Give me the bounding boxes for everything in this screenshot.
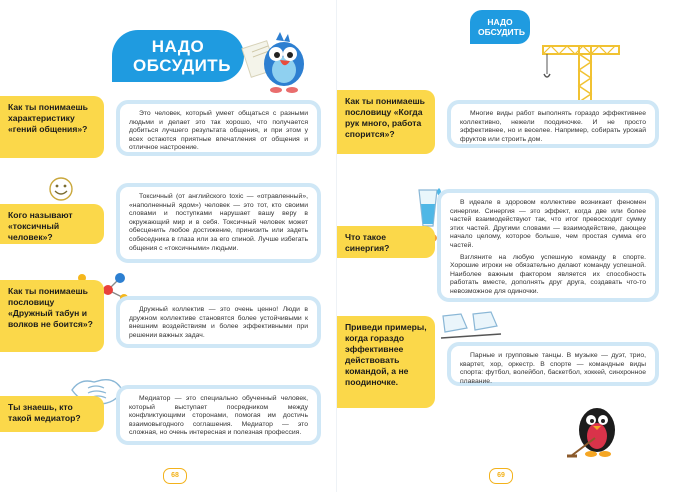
answer-box — [447, 342, 659, 386]
question-text: Как ты понимаешь характеристику «гений общения»? — [8, 102, 88, 134]
page-title-banner — [470, 10, 530, 44]
ice-skates-icon — [437, 306, 507, 346]
answer-text: Парные и групповые танцы. В музыке — дуэт, трио, квартет, хор, оркестр. В спорте — командные виды спорта: футбол, волейбол, баскетбол, хоккей, синхронное плавание. — [460, 352, 646, 385]
question-tab — [0, 96, 104, 158]
answer-box — [437, 189, 659, 302]
page-number — [163, 468, 187, 484]
page-number-text: 68 — [171, 472, 179, 479]
smiley-icon — [48, 176, 74, 202]
answer-text: В идеале в здоровом коллективе возникает феномен синергии. Синергия — это эффект, когда две или более частей взаимодействуют так, что итог превосходит сумму этих частей. Другими словами — взаимодействие, дающее начало целому, которое больше, чем простая сумма его частей. — [450, 199, 646, 249]
answer-text: Медиатор — это специально обученный человек, который выступает посредником между конфликтующими сторонами, помогая им достичь взаимовыгодного соглашения. Медиатор — это сложная, но очень интересная и полезная профессия. — [129, 395, 308, 437]
answer-box — [447, 100, 659, 148]
question-text: Ты знаешь, кто такой медиатор? — [8, 402, 81, 423]
question-text: Что такое синергия? — [345, 232, 390, 253]
question-tab — [337, 226, 435, 258]
penguin-hockey-illustration — [565, 394, 629, 464]
answer-text: Взгляните на любую успешную команду в спорте. Хорошие игроки не обязательно делают команду успешной. Наиболее важным фактором является их способность работать вместе, дополнять друг друга, создавать что-то невозможное для одиночки. — [450, 253, 646, 295]
question-text: Приведи примеры, когда гораздо эффективнее действовать командой, а не поодиночке. — [345, 322, 427, 387]
right-page — [337, 0, 674, 492]
page-number — [489, 468, 513, 484]
answer-box — [116, 183, 321, 263]
question-tab — [0, 204, 104, 244]
question-text: Как ты понимаешь пословицу «Дружный табун и волков не боится»? — [8, 286, 93, 329]
banner-title: НАДО ОБСУДИТЬ — [478, 17, 525, 37]
answer-text: Токсичный (от английского toxic — «отравленный», «наполненный ядом») человек — это тот, кто своими словами и поступками нарушает вашу веру в окружающий мир и в себя. Токсичный человек может обесценить любое достижение, принизить или задеть собеседника в глаза или за его спиной. Лучше избегать общения с «токсичными» людьми. — [129, 193, 308, 252]
question-text: Как ты понимаешь пословицу «Когда рук много, работа спорится»? — [345, 96, 425, 139]
parrot-mascot-illustration — [240, 30, 312, 100]
page-title-banner — [112, 30, 244, 82]
answer-text: Дружный коллектив — это очень ценно! Люди в дружном коллективе становятся более устойчивыми к внешним воздействиям и более эффективными при решении важных задач. — [129, 306, 308, 339]
banner-title: НАДО ОБСУДИТЬ — [133, 37, 231, 75]
question-tab — [337, 316, 435, 408]
answer-text: Многие виды работ выполнять гораздо эффективнее коллективно, нежели поодиночке. И не просто эффективнее, но и веселее. Например, собирать урожай фруктов или строить дом. — [460, 110, 646, 143]
answer-box — [116, 100, 321, 156]
question-text: Кого называют «токсичный человек»? — [8, 210, 73, 242]
page-number-text: 69 — [497, 472, 505, 479]
answer-text: Это человек, который умеет общаться с разными людьми и делает это так хорошо, что получается добиться лучшего результата общения, и при этом у всех остаются приятные впечатления от общения и отличное настроение. — [129, 110, 308, 152]
question-tab — [0, 280, 104, 352]
question-tab — [0, 396, 104, 432]
answer-box — [116, 385, 321, 445]
answer-box — [116, 296, 321, 348]
question-tab — [337, 90, 435, 154]
